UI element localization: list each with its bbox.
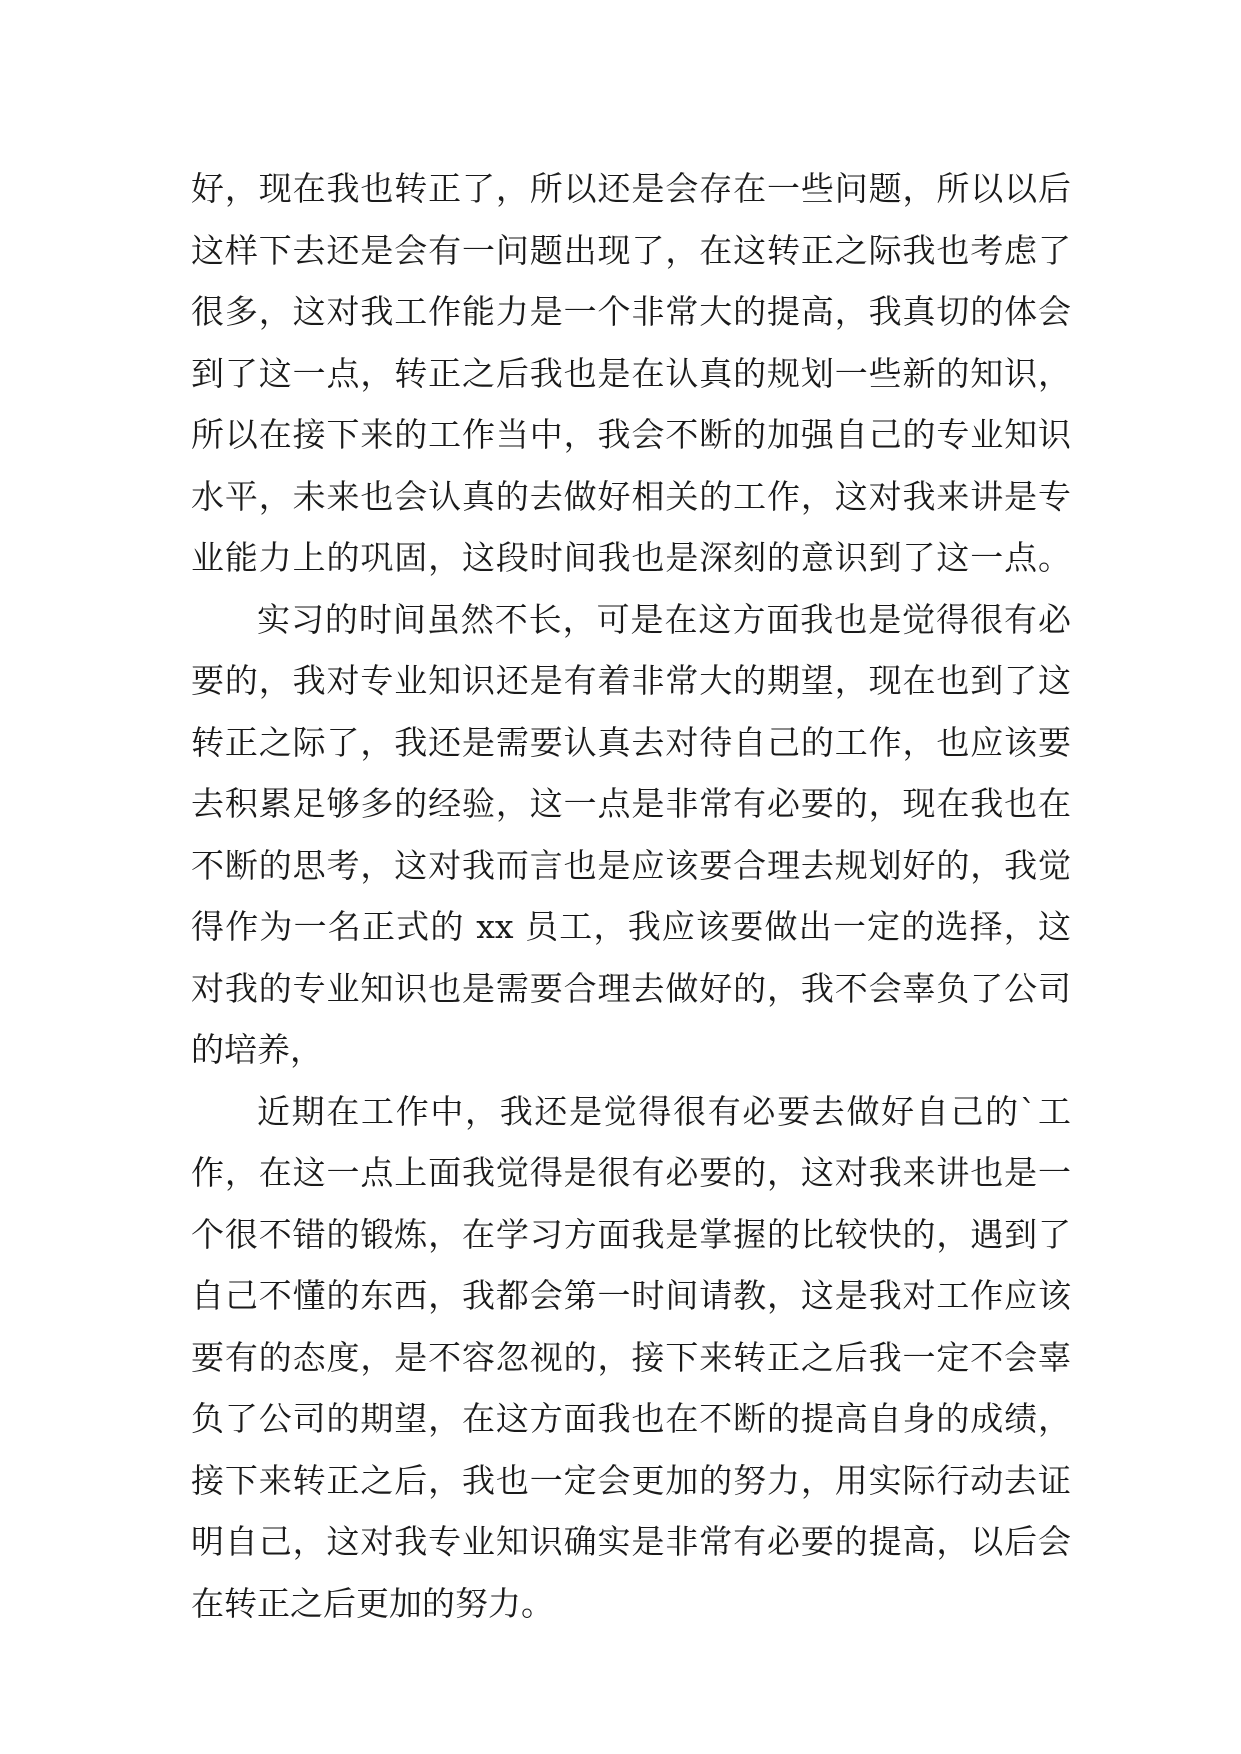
paragraph-2-line-3: 转正之际了，我还是需要认真去对待自己的工作，也应该要 bbox=[191, 722, 1071, 762]
paragraph-2-line-5: 不断的思考，这对我而言也是应该要合理去规划好的，我觉 bbox=[191, 845, 1071, 885]
paragraph-1-line-2: 这样下去还是会有一问题出现了，在这转正之际我也考虑了 bbox=[191, 230, 1071, 270]
paragraph-1-line-7: 业能力上的巩固，这段时间我也是深刻的意识到了这一点。 bbox=[191, 538, 1071, 577]
paragraph-3-line-4: 自己不懂的东西，我都会第一时间请教，这是我对工作应该 bbox=[191, 1276, 1071, 1315]
paragraph-3-line-6: 负了公司的期望，在这方面我也在不断的提高自身的成绩， bbox=[191, 1399, 1071, 1438]
body-text bbox=[191, 158, 1071, 1634]
paragraph-3-line-9: 在转正之后更加的努力。 bbox=[191, 1583, 554, 1623]
paragraph-1-line-3: 很多，这对我工作能力是一个非常大的提高，我真切的体会 bbox=[191, 292, 1071, 331]
paragraph-2-line-2: 要的，我对专业知识还是有着非常大的期望，现在也到了这 bbox=[191, 661, 1071, 700]
paragraph-1-line-6: 水平，未来也会认真的去做好相关的工作，这对我来讲是专 bbox=[191, 476, 1071, 516]
paragraph-3-line-1: 近期在工作中，我还是觉得很有必要去做好自己的`工 bbox=[257, 1091, 1071, 1131]
paragraph-2-line-6: 得作为一名正式的 xx 员工，我应该要做出一定的选择，这 bbox=[191, 907, 1071, 946]
paragraph-3-line-2: 作，在这一点上面我觉得是很有必要的，这对我来讲也是一 bbox=[191, 1153, 1071, 1192]
paragraph-3-line-8: 明自己，这对我专业知识确实是非常有必要的提高，以后会 bbox=[191, 1522, 1071, 1561]
paragraph-1-line-4: 到了这一点，转正之后我也是在认真的规划一些新的知识， bbox=[191, 353, 1071, 393]
paragraph-2-line-7: 对我的专业知识也是需要合理去做好的，我不会辜负了公司 bbox=[191, 968, 1071, 1008]
paragraph-1-line-1: 好，现在我也转正了，所以还是会存在一些问题，所以以后 bbox=[191, 169, 1071, 208]
paragraph-1-line-5: 所以在接下来的工作当中，我会不断的加强自己的专业知识 bbox=[191, 415, 1071, 454]
paragraph-2-line-4: 去积累足够多的经验，这一点是非常有必要的，现在我也在 bbox=[191, 784, 1071, 823]
paragraph-3-line-3: 个很不错的锻炼，在学习方面我是掌握的比较快的，遇到了 bbox=[191, 1214, 1071, 1254]
paragraph-3-line-5: 要有的态度，是不容忽视的，接下来转正之后我一定不会辜 bbox=[191, 1337, 1071, 1377]
paragraph-2-line-1: 实习的时间虽然不长，可是在这方面我也是觉得很有必 bbox=[257, 599, 1071, 639]
paragraph-2-line-8: 的培养， bbox=[191, 1030, 323, 1069]
paragraph-3-line-7: 接下来转正之后，我也一定会更加的努力，用实际行动去证 bbox=[191, 1460, 1071, 1500]
